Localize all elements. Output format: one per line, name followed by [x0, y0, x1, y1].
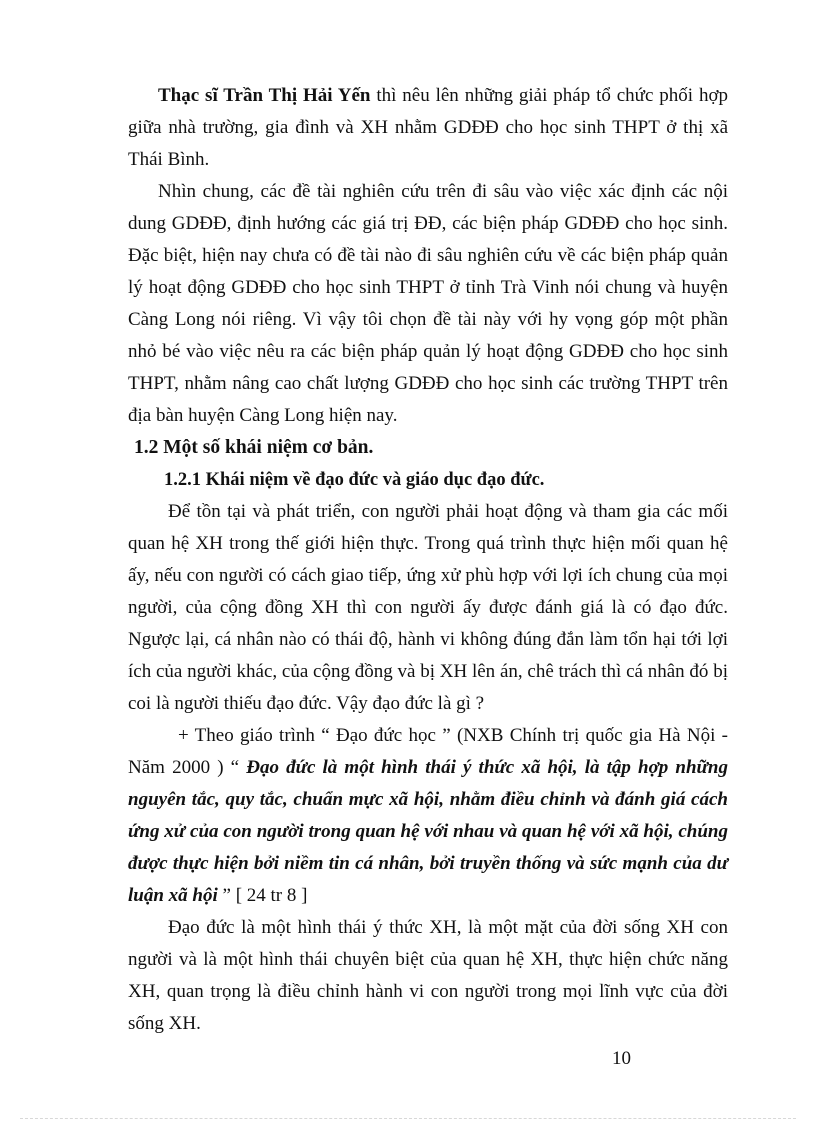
- paragraph-4: [128, 720, 728, 912]
- definition-quote: Đạo đức là một hình thái ý thức xã hội, là tập hợp những nguyên tắc, quy tắc, chuẩn mực xã hội, nhằm điều chỉnh và đánh giá cách ứng xử của con người trong quan hệ với nhau và quan hệ với xã hội, chúng được thực hiện bởi niềm tin cá nhân, bởi truyền thống và sức mạnh của dư luận xã hội: [128, 757, 728, 906]
- paragraph-5: Đạo đức là một hình thái ý thức XH, là một mặt của đời sống XH con người và là một hình thái chuyên biệt của quan hệ XH, thực hiện chức năng XH, quan trọng là điều chỉnh hành vi con người trong mọi lĩnh vực của đời sống XH.: [128, 917, 728, 1034]
- citation: ” [ 24 tr 8 ]: [217, 885, 308, 906]
- paragraph-1-text: thì nêu lên những giải pháp tổ chức phối hợp giữa nhà trường, gia đình và XH nhằm GDĐĐ cho học sinh THPT ở thị xã Thái Bình.: [128, 85, 729, 170]
- author-name: Thạc sĩ Trần Thị Hải Yến: [158, 85, 371, 106]
- paragraph-2: Nhìn chung, các đề tài nghiên cứu trên đi sâu vào việc xác định các nội dung GDĐĐ, định hướng các giá trị ĐĐ, các biện pháp GDĐĐ cho học sinh. Đặc biệt, hiện nay chưa có đề tài nào đi sâu nghiên cứu về các biện pháp quản lý hoạt động GDĐĐ cho học sinh THPT ở tỉnh Trà Vinh nói chung và huyện Càng Long nói riêng. Vì vậy tôi chọn đề tài này với hy vọng góp một phần nhỏ bé vào việc nêu ra các biện pháp quản lý hoạt động GDĐĐ cho học sinh THPT, nhằm nâng cao chất lượng GDĐĐ cho học sinh các trường THPT trên địa bàn huyện Càng Long hiện nay.: [128, 181, 728, 426]
- paragraph-1: [128, 80, 728, 176]
- body-text: [128, 80, 728, 1040]
- section-heading: 1.2 Một số khái niệm cơ bản.: [134, 437, 374, 458]
- footer-divider: [20, 1118, 796, 1119]
- page-number: 10: [612, 1048, 631, 1069]
- subsection-heading: 1.2.1 Khái niệm về đạo đức và giáo dục đạo đức.: [164, 470, 545, 490]
- paragraph-3: Để tồn tại và phát triển, con người phải hoạt động và tham gia các mối quan hệ XH trong thế giới hiện thực. Trong quá trình thực hiện mối quan hệ ấy, nếu con người có cách giao tiếp, ứng xử phù hợp với lợi ích chung của mọi người, của cộng đồng XH thì con người ấy được đánh giá là có đạo đức. Ngược lại, cá nhân nào có thái độ, hành vi không đúng đắn làm tổn hại tới lợi ích của người khác, của cộng đồng và bị XH lên án, chê trách thì cá nhân đó bị coi là người thiếu đạo đức. Vậy đạo đức là gì ?: [128, 501, 728, 714]
- paragraph-4-intro: + Theo giáo trình “ Đạo đức học ” (NXB Chính trị quốc gia Hà Nội - Năm 2000 ) “: [128, 725, 728, 778]
